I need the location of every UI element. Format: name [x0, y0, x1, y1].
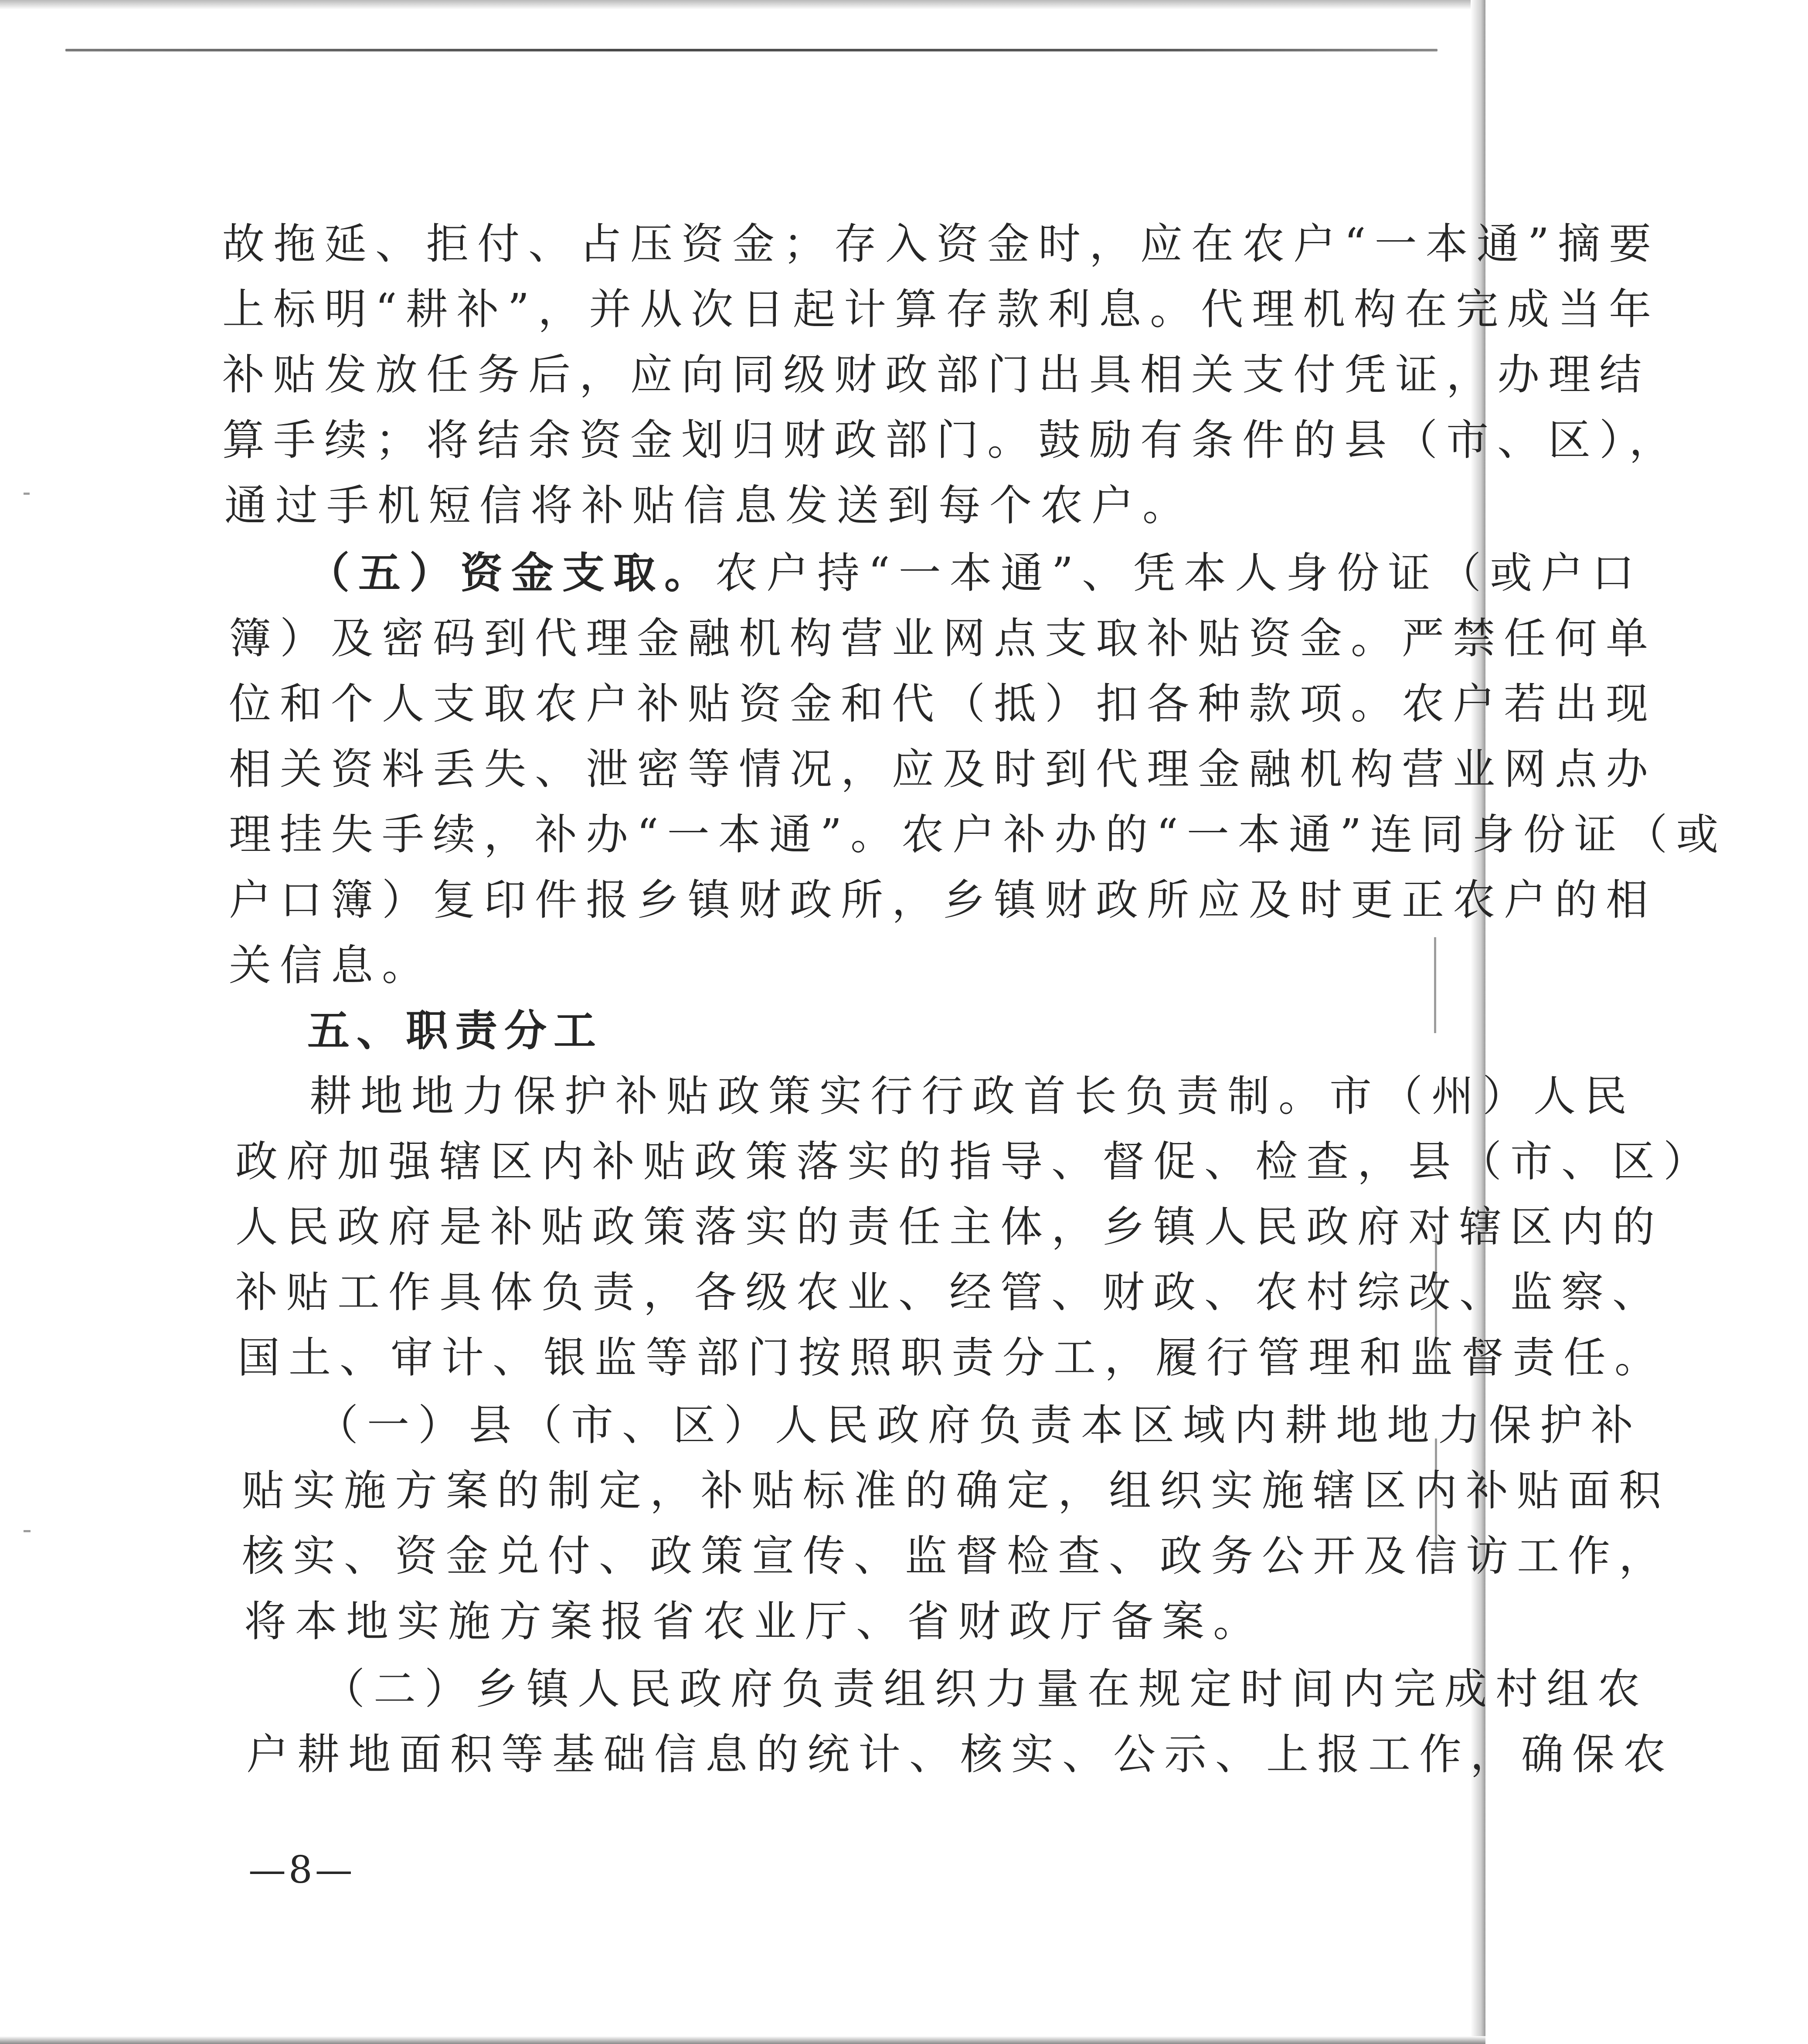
body-line: 通过手机短信将补贴信息发送到每个农户。	[224, 481, 1193, 530]
body-line: 上标明“耕补”，并从次日起计算存款利息。代理机构在完成当年	[222, 285, 1660, 334]
body-line: 簿）及密码到代理金融机构营业网点支取补贴资金。严禁任何单	[229, 614, 1657, 663]
body-line: 理挂失手续，补办“一本通”。农户补办的“一本通”连同身份证（或	[229, 810, 1727, 859]
body-line: 核实、资金兑付、政策宣传、监督检查、政务公开及信访工作，	[242, 1531, 1670, 1581]
body-line: 位和个人支取农户补贴资金和代（抵）扣各种款项。农户若出现	[229, 679, 1657, 728]
subheading-inline: （五）资金支取。	[307, 548, 715, 598]
body-line: 贴实施方案的制定，补贴标准的确定，组织实施辖区内补贴面积	[242, 1466, 1670, 1515]
section-heading: 五、职责分工	[307, 1006, 603, 1055]
body-line: （一）县（市、区）人民政府负责本区域内耕地地力保护补	[316, 1401, 1642, 1450]
body-line: 算手续；将结余资金划归财政部门。鼓励有条件的县（市、区），	[222, 415, 1680, 465]
body-line: 耕地地力保护补贴政策实行行政首长负责制。市（州）人民	[309, 1071, 1635, 1121]
body-line: 故拖延、拒付、占压资金；存入资金时，应在农户“一本通”摘要	[222, 219, 1660, 269]
body-line: 政府加强辖区内补贴政策落实的指导、督促、检查，县（市、区）	[235, 1137, 1714, 1186]
scan-edge-top	[0, 0, 1485, 10]
body-line: 户口簿）复印件报乡镇财政所，乡镇财政所应及时更正农户的相	[229, 875, 1657, 925]
body-line: 补贴发放任务后，应向同级财政部门出具相关支付凭证，办理结	[222, 350, 1650, 399]
body-line: 关信息。	[229, 941, 433, 990]
body-line: 户耕地面积等基础信息的统计、核实、公示、上报工作，确保农	[246, 1730, 1674, 1779]
body-line: 补贴工作具体负责，各级农业、经管、财政、农村综改、监察、	[235, 1268, 1663, 1317]
body-line: （二）乡镇人民政府负责组织力量在规定时间内完成村组农	[323, 1664, 1648, 1714]
body-line: 将本地实施方案报省农业厅、省财政厅备案。	[244, 1597, 1264, 1646]
scan-edge-bottom	[0, 2036, 1485, 2044]
page-number: —8—	[248, 1848, 355, 1892]
header-rule	[65, 49, 1438, 51]
body-line: 国土、审计、银监等部门按照职责分工，履行管理和监督责任。	[238, 1333, 1665, 1382]
paragraph-first-line	[0, 541, 1793, 606]
body-text: 农户持“一本通”、凭本人身份证（或户口	[715, 548, 1643, 598]
body-line: 相关资料丢失、泄密等情况，应及时到代理金融机构营业网点办	[229, 745, 1657, 794]
body-line: 人民政府是补贴政策落实的责任主体，乡镇人民政府对辖区内的	[235, 1202, 1663, 1252]
